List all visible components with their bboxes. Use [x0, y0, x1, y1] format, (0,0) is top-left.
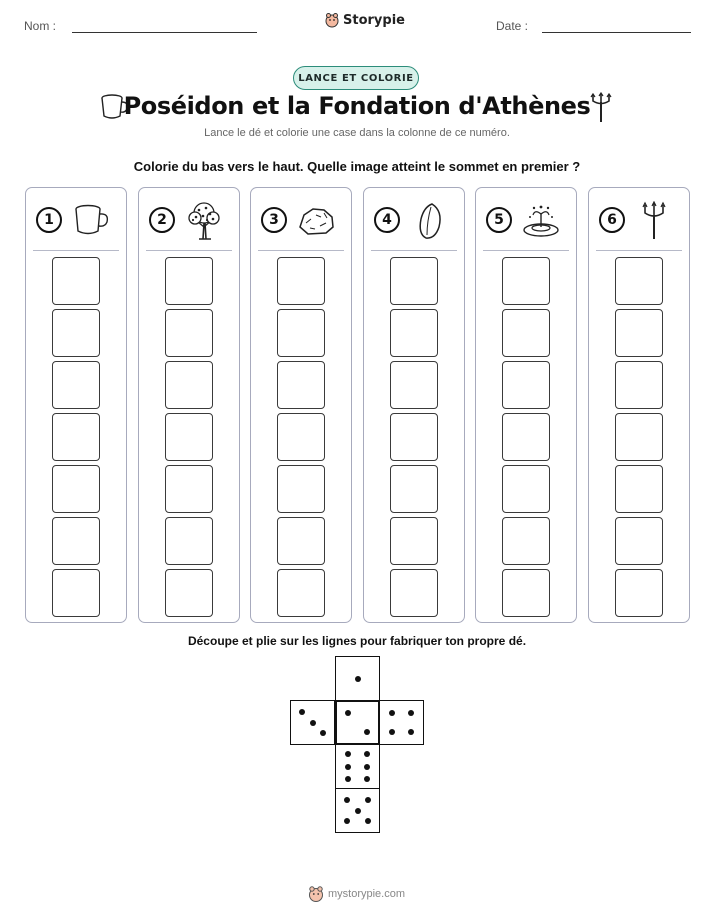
die-pip: [408, 710, 414, 716]
color-cell[interactable]: [615, 569, 663, 617]
color-cell[interactable]: [165, 413, 213, 461]
mascot-icon: [308, 885, 324, 903]
color-cell[interactable]: [277, 309, 325, 357]
color-cell[interactable]: [52, 465, 100, 513]
footer: [308, 885, 405, 903]
die-face-2: [335, 700, 380, 745]
brand-name: Storypie: [343, 12, 405, 28]
column-header: [251, 188, 351, 250]
color-cell[interactable]: [615, 465, 663, 513]
date-line[interactable]: [542, 32, 691, 33]
column-divider: [33, 250, 119, 251]
color-cell[interactable]: [52, 517, 100, 565]
column-divider: [483, 250, 569, 251]
die-face-6: [335, 744, 380, 789]
dice-instruction: Découpe et plie sur les lignes pour fabriquer ton propre dé.: [187, 634, 527, 648]
subtitle: Lance le dé et colorie une case dans la colonne de ce numéro.: [204, 127, 510, 139]
column-number: 1: [36, 207, 62, 233]
die-pip: [344, 818, 350, 824]
color-cell[interactable]: [502, 413, 550, 461]
die-face-4: [379, 700, 424, 745]
die-face-1: [335, 656, 380, 701]
color-cell[interactable]: [165, 257, 213, 305]
color-cell[interactable]: [165, 517, 213, 565]
color-cell[interactable]: [52, 257, 100, 305]
color-cell[interactable]: [390, 257, 438, 305]
die-pip: [364, 764, 370, 770]
column-divider: [258, 250, 344, 251]
cup-icon: [71, 201, 111, 239]
color-cell[interactable]: [502, 465, 550, 513]
color-cell[interactable]: [52, 413, 100, 461]
column-6: [588, 187, 690, 623]
color-cell[interactable]: [52, 309, 100, 357]
die-pip: [345, 751, 351, 757]
die-pip: [364, 751, 370, 757]
page-title: Poséidon et la Fondation d'Athènes: [123, 92, 591, 120]
column-2: [138, 187, 240, 623]
die-pip: [320, 730, 326, 736]
activity-badge: LANCE ET COLORIE: [293, 66, 419, 90]
die-pip: [365, 797, 371, 803]
column-divider: [596, 250, 682, 251]
color-cell[interactable]: [615, 257, 663, 305]
die-pip: [310, 720, 316, 726]
color-cell[interactable]: [277, 517, 325, 565]
column-header: [589, 188, 689, 250]
color-cell[interactable]: [390, 413, 438, 461]
color-cell[interactable]: [615, 309, 663, 357]
column-divider: [146, 250, 232, 251]
die-face-5: [335, 788, 380, 833]
color-cell[interactable]: [390, 517, 438, 565]
color-cell[interactable]: [390, 361, 438, 409]
color-cell[interactable]: [277, 413, 325, 461]
rock-icon: [296, 201, 336, 237]
color-cell[interactable]: [390, 465, 438, 513]
column-header: [139, 188, 239, 250]
color-cell[interactable]: [502, 257, 550, 305]
olive-tree-icon: [184, 201, 224, 241]
column-number: 4: [374, 207, 400, 233]
mascot-icon: [325, 12, 339, 28]
column-header: [26, 188, 126, 250]
color-cell[interactable]: [165, 309, 213, 357]
die-pip: [389, 729, 395, 735]
die-pip: [355, 676, 361, 682]
column-4: [363, 187, 465, 623]
footer-url[interactable]: mystorypie.com: [328, 888, 406, 900]
color-cell[interactable]: [277, 569, 325, 617]
die-pip: [344, 797, 350, 803]
color-cell[interactable]: [52, 361, 100, 409]
column-number: 5: [486, 207, 512, 233]
color-cell[interactable]: [165, 569, 213, 617]
color-cell[interactable]: [277, 257, 325, 305]
brand-logo: [325, 12, 405, 28]
color-cell[interactable]: [390, 309, 438, 357]
die-pip: [408, 729, 414, 735]
color-cell[interactable]: [277, 465, 325, 513]
color-cell[interactable]: [52, 569, 100, 617]
die-pip: [355, 808, 361, 814]
column-3: [250, 187, 352, 623]
race-instruction: Colorie du bas vers le haut. Quelle image atteint le sommet en premier ?: [133, 159, 581, 174]
color-cell[interactable]: [615, 361, 663, 409]
column-header: [476, 188, 576, 250]
column-divider: [371, 250, 457, 251]
die-pip: [364, 776, 370, 782]
spring-icon: [521, 201, 561, 239]
trident-icon: [634, 201, 674, 241]
column-5: [475, 187, 577, 623]
name-label: Nom :: [24, 19, 57, 33]
die-face-3: [290, 700, 335, 745]
date-label: Date :: [496, 19, 529, 33]
die-pip: [345, 764, 351, 770]
color-cell[interactable]: [502, 309, 550, 357]
column-1: [25, 187, 127, 623]
color-cell[interactable]: [615, 413, 663, 461]
column-number: 3: [261, 207, 287, 233]
color-cell[interactable]: [277, 361, 325, 409]
column-header: [364, 188, 464, 250]
die-pip: [299, 709, 305, 715]
color-cell[interactable]: [502, 569, 550, 617]
color-cell[interactable]: [390, 569, 438, 617]
trident-icon: [589, 92, 613, 124]
olive-icon: [409, 201, 449, 241]
color-cell[interactable]: [615, 517, 663, 565]
die-pip: [345, 710, 351, 716]
die-pip: [364, 729, 370, 735]
color-cell[interactable]: [502, 517, 550, 565]
die-pip: [345, 776, 351, 782]
die-pip: [365, 818, 371, 824]
color-cell[interactable]: [502, 361, 550, 409]
color-cell[interactable]: [165, 361, 213, 409]
column-number: 2: [149, 207, 175, 233]
die-pip: [389, 710, 395, 716]
name-line[interactable]: [72, 32, 257, 33]
column-number: 6: [599, 207, 625, 233]
color-cell[interactable]: [165, 465, 213, 513]
